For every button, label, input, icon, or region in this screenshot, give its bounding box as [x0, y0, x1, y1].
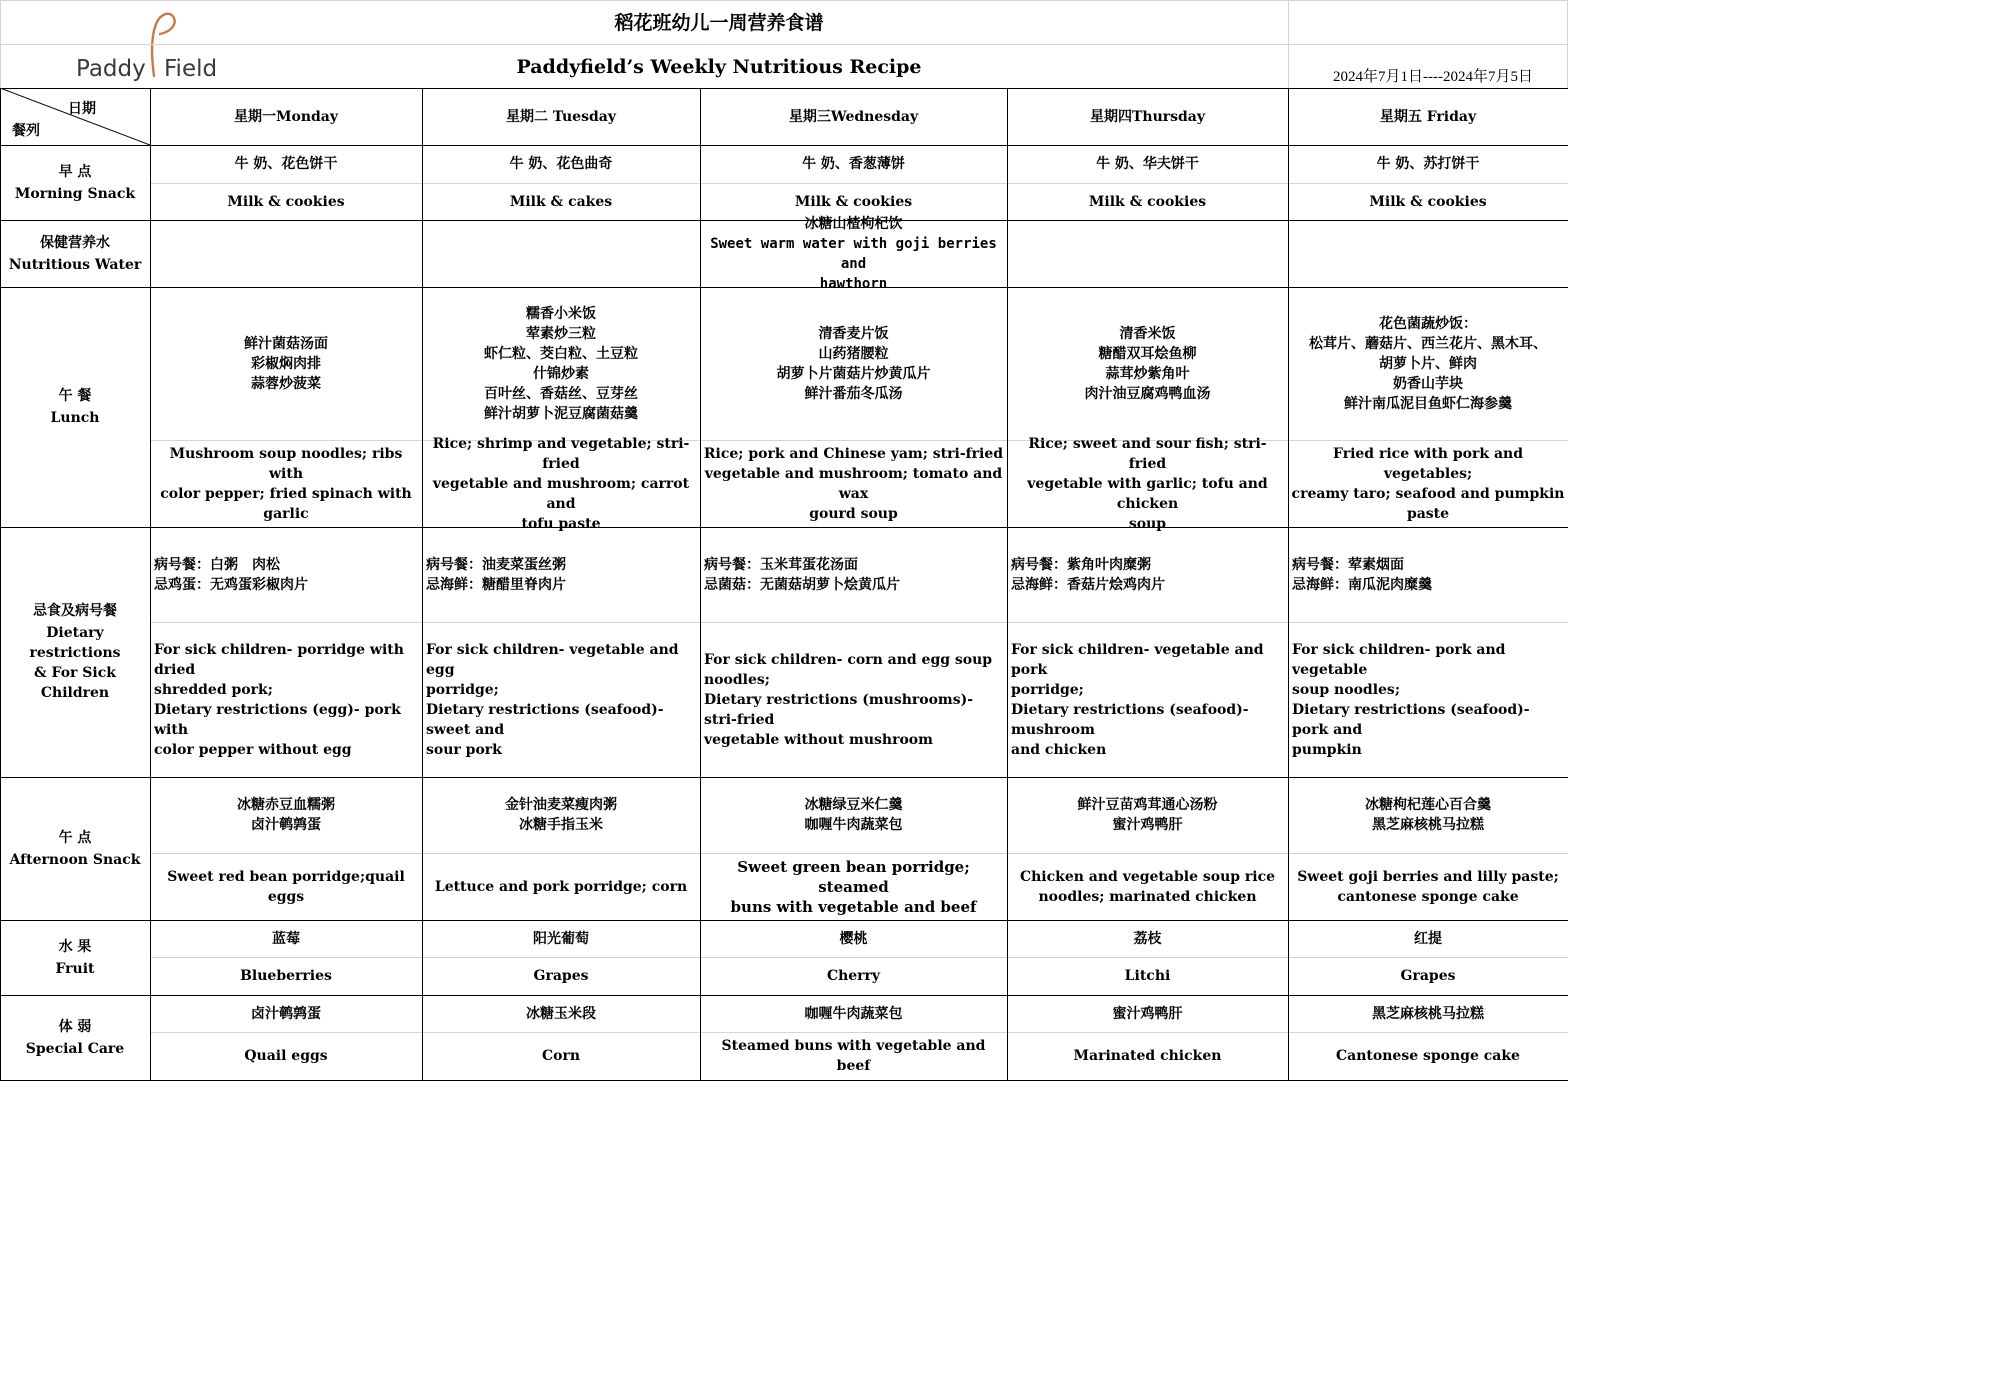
meal-label [0, 995, 150, 1080]
dish-cn-line: 清香麦片饭 [818, 325, 889, 342]
dish-en [150, 957, 422, 995]
water-cell [1288, 220, 1568, 287]
dish-cn [150, 145, 422, 183]
dish-cn-line: 胡萝卜片菌菇片炒黄瓜片 [776, 365, 931, 382]
dish-en-line: Milk & cakes [509, 193, 613, 210]
dish-en [700, 853, 1007, 920]
dish-cn-line: 清香米饭 [1119, 325, 1176, 342]
sick-menu-en-line: Dietary restrictions (mushrooms)- stri-fried [704, 691, 974, 728]
dish-cn-line: 鲜汁南瓜泥目鱼虾仁海参羹 [1344, 395, 1512, 412]
meal-label-name-cn: 体 弱 [58, 1018, 92, 1035]
sick-menu-cn-line: 忌海鲜：香菇片烩鸡肉片 [1011, 576, 1165, 593]
dish-en-line: creamy taro; seafood and pumpkin paste [1291, 485, 1565, 522]
sick-menu-en-line: and chicken [1011, 741, 1107, 758]
dish-cn [1288, 145, 1568, 183]
sick-menu-cn [1007, 527, 1288, 622]
sick-menu-en-line: Dietary restrictions (seafood)- sweet and [426, 701, 664, 738]
dish-cn-line: 糯香小米饭 [526, 305, 596, 322]
sick-menu-en-line: pumpkin [1292, 741, 1362, 758]
logo-word-paddy: Paddy [76, 56, 146, 82]
dish-en-line: Sweet goji berries and lilly paste; [1297, 868, 1559, 885]
dish-en-line: soup [1128, 515, 1167, 532]
dish-en [150, 853, 422, 920]
day-header: 星期五 Friday [1379, 108, 1477, 125]
dish-en [1007, 183, 1288, 220]
sick-menu-cn-line: 忌海鲜：南瓜泥肉糜羹 [1292, 576, 1432, 593]
dish-en-line: Chicken and vegetable soup rice [1019, 868, 1276, 885]
dish-cn-line: 蜜汁鸡鸭肝 [1112, 1005, 1183, 1022]
meal-label-name-en: Morning Snack [14, 185, 136, 202]
sick-menu-en-line: For sick children- pork and vegetable [1292, 641, 1506, 678]
meal-label-name-en: Fruit [55, 960, 95, 977]
dish-cn-line: 百叶丝、香菇丝、豆芽丝 [484, 385, 638, 402]
sick-menu-en-line: porridge; [1011, 681, 1084, 698]
dish-en-line: vegetable and mushroom; carrot and [432, 475, 690, 512]
sick-menu-en-line: Dietary restrictions (seafood)- mushroom [1011, 701, 1249, 738]
dish-cn-line: 虾仁粒、茭白粒、土豆粒 [484, 345, 638, 362]
dish-en-line: Cantonese sponge cake [1336, 1048, 1520, 1064]
grid-row-border [0, 1080, 1568, 1081]
sick-menu-cn-line: 病号餐：白粥 肉松 [154, 556, 280, 573]
dish-cn-line: 花色菌蔬炒饭： [1379, 315, 1477, 332]
dish-en-line: Sweet green bean porridge; steamed [737, 857, 970, 896]
meal-label [0, 920, 150, 995]
dish-cn [700, 777, 1007, 853]
sick-menu-en-line: For sick children- corn and egg soup [704, 651, 993, 668]
sick-menu-en-line: For sick children- vegetable and egg [426, 641, 679, 678]
dish-en [1288, 853, 1568, 920]
sick-menu-en-line: color pepper without egg [154, 741, 352, 758]
sick-menu-en-line: Dietary restrictions (egg)- pork with [154, 701, 401, 738]
logo-word-field: Field [164, 56, 218, 82]
day-header: 星期四Thursday [1089, 108, 1206, 125]
dish-en-line: Steamed buns with vegetable and beef [721, 1038, 986, 1074]
dish-en-line: buns with vegetable and beef [730, 897, 977, 916]
dish-cn-line: 阳光葡萄 [533, 930, 589, 947]
sick-menu-en-line: For sick children- vegetable and pork [1011, 641, 1264, 678]
dish-cn-line: 牛 奶、苏打饼干 [1376, 156, 1480, 172]
dish-en-line: tofu paste [521, 515, 601, 532]
corner-meal-label: 餐列 [12, 123, 40, 139]
dish-cn-line: 咖喱牛肉蔬菜包 [804, 1005, 903, 1022]
dish-cn-line: 蒜茸炒紫角叶 [1105, 365, 1190, 382]
dish-en-line: Grapes [1400, 968, 1456, 984]
dish-cn-line: 冰糖绿豆米仁羹 [804, 797, 903, 813]
meal-label [0, 145, 150, 220]
dish-en-line: vegetable and mushroom; tomato and wax [704, 465, 1003, 502]
dish-en [422, 853, 700, 920]
dish-cn-line: 黑芝麻核桃马拉糕 [1372, 1005, 1484, 1022]
dish-en-line: Grapes [533, 968, 589, 984]
dish-cn-line: 冰糖赤豆血糯粥 [237, 797, 335, 813]
sick-menu-cn-line: 忌菌菇：无菌菇胡萝卜烩黄瓜片 [704, 576, 900, 593]
dish-cn-line: 蜜汁鸡鸭肝 [1112, 817, 1183, 833]
grid-title-separator [0, 44, 1568, 45]
dish-cn-line: 蓝莓 [272, 930, 300, 947]
meal-label-name-en: Lunch [50, 410, 100, 426]
dish-cn-line: 奶香山芋块 [1393, 375, 1463, 392]
dish-cn [1288, 995, 1568, 1032]
dish-cn-line: 卤汁鹌鹑蛋 [251, 1005, 321, 1022]
dish-cn [150, 777, 422, 853]
sick-menu-cn [700, 527, 1007, 622]
sick-menu-en-line: noodles; [704, 671, 770, 688]
dish-en-line: Litchi [1124, 968, 1171, 984]
dish-cn-line: 什锦炒素 [533, 365, 589, 382]
date-range-text: 2024年7月1日----2024年7月5日 [1333, 69, 1533, 85]
dish-cn [700, 145, 1007, 183]
dish-en [1007, 957, 1288, 995]
dish-cn [700, 287, 1007, 440]
meal-label-name-cn: 水 果 [58, 938, 92, 955]
sick-menu-cn-line: 病号餐：玉米茸蛋花汤面 [704, 556, 858, 573]
dish-cn-line: 鲜汁番茄冬瓜汤 [804, 385, 903, 402]
grid-left-title-border [0, 0, 1, 88]
sick-menu-en [1288, 622, 1568, 777]
dish-cn-line: 糖醋双耳烩鱼柳 [1098, 345, 1197, 362]
dish-en-line: Corn [541, 1048, 581, 1064]
sick-menu-en-line: vegetable without mushroom [704, 731, 933, 748]
dish-en-line: Milk & cookies [1088, 193, 1207, 210]
grid-title-date-separator [1288, 0, 1289, 88]
sick-menu-en [150, 622, 422, 777]
dish-cn [422, 287, 700, 440]
dish-en [150, 183, 422, 220]
dish-cn-line: 牛 奶、华夫饼干 [1096, 156, 1199, 172]
dish-cn-line: 卤汁鹌鹑蛋 [251, 817, 321, 833]
sick-menu-cn-line: 忌海鲜：糖醋里脊肉片 [426, 576, 566, 593]
dish-cn [422, 777, 700, 853]
dish-en-line: Milk & cookies [1369, 193, 1487, 210]
title-chinese [150, 4, 1288, 42]
sick-menu-en-line: porridge; [426, 681, 499, 698]
meal-label [0, 527, 150, 777]
dish-en-line: noodles; marinated chicken [1038, 888, 1257, 905]
title-chinese-text: 稻花班幼儿一周营养食谱 [614, 12, 824, 34]
dish-en [1007, 435, 1288, 532]
dish-cn-line: 荔枝 [1133, 930, 1162, 947]
dish-en [700, 440, 1007, 527]
sick-menu-en [1007, 622, 1288, 777]
dish-cn [1288, 920, 1568, 957]
dish-en [1288, 957, 1568, 995]
dish-en-line: Rice; pork and Chinese yam; stri-fried [703, 445, 1004, 462]
dish-cn [150, 920, 422, 957]
dish-cn-line: 鲜汁胡萝卜泥豆腐菌菇羹 [484, 405, 638, 422]
water-cell-line: 冰糖山楂枸杞饮 [804, 215, 903, 232]
sick-menu-cn-line: 病号餐：荤素烟面 [1292, 556, 1404, 573]
dish-en-line: color pepper; fried spinach with garlic [160, 485, 412, 522]
meal-label-name-en: Afternoon Snack [9, 851, 141, 868]
dish-cn [1007, 777, 1288, 853]
sick-menu-en-line: soup noodles; [1292, 681, 1400, 698]
sick-menu-en-line: shredded pork; [154, 681, 273, 698]
grid-right-title-border [1567, 0, 1568, 88]
dish-cn-line: 红提 [1414, 930, 1442, 947]
meal-label-name-cn: 午 餐 [58, 388, 92, 404]
dish-en [1007, 853, 1288, 920]
day-header: 星期一Monday [233, 108, 338, 125]
dish-cn [150, 995, 422, 1032]
sick-menu-en-line: For sick children- porridge with dried [154, 641, 404, 678]
meal-label [0, 287, 150, 527]
sick-menu-en [422, 622, 700, 777]
day-header: 星期二 Tuesday [506, 108, 616, 125]
dish-cn-line: 冰糖手指玉米 [519, 817, 603, 833]
water-cell [700, 215, 1007, 292]
sick-menu-en [700, 622, 1007, 777]
meal-label-name-en: Special Care [25, 1040, 125, 1057]
water-cell-line: Sweet warm water with goji berries and [710, 235, 997, 272]
dish-cn-line: 蒜蓉炒菠菜 [251, 375, 321, 392]
dish-en [150, 1032, 422, 1080]
dish-cn [1007, 920, 1288, 957]
meal-label-name-cn: 午 点 [58, 829, 92, 846]
dish-cn-line: 肉汁油豆腐鸡鸭血汤 [1084, 385, 1211, 402]
dish-cn-line: 彩椒焖肉排 [251, 355, 321, 372]
dish-cn-line: 山药猪腰粒 [818, 345, 889, 362]
water-cell-line: hawthorn [819, 275, 888, 292]
dish-cn-line: 黑芝麻核桃马拉糕 [1372, 817, 1484, 833]
water-cell [1007, 220, 1288, 287]
sick-menu-cn [150, 527, 422, 622]
dish-cn-line: 胡萝卜片、鲜肉 [1379, 355, 1477, 372]
sick-menu-cn-line: 病号餐：紫角叶肉糜粥 [1011, 556, 1151, 573]
dish-en-line: Cherry [826, 968, 881, 984]
meal-label [0, 777, 150, 920]
dish-cn-line: 冰糖玉米段 [526, 1005, 596, 1022]
dish-cn [422, 920, 700, 957]
dish-cn-line: 牛 奶、花色曲奇 [509, 156, 613, 172]
dish-en-line: Fried rice with pork and vegetables; [1333, 445, 1523, 482]
day-header: 星期三Wednesday [788, 108, 919, 125]
dish-cn-line: 樱桃 [839, 930, 868, 947]
sick-menu-cn [422, 527, 700, 622]
dish-en [1288, 440, 1568, 527]
dish-cn [1007, 995, 1288, 1032]
dish-en-line: Rice; shrimp and vegetable; stri-fried [432, 435, 690, 472]
meal-label-name-en: Nutritious Water [8, 256, 142, 273]
dish-en [1288, 183, 1568, 220]
dish-cn [422, 995, 700, 1032]
dish-en-line: Sweet red bean porridge;quail eggs [167, 868, 405, 905]
dish-en-line: Milk & cookies [794, 193, 913, 210]
dish-en-line: Marinated chicken [1073, 1048, 1222, 1064]
sick-menu-en-line: sour pork [426, 741, 502, 758]
sick-menu-cn-line: 病号餐：油麦菜蛋丝粥 [426, 556, 566, 573]
dish-en [1007, 1032, 1288, 1080]
dish-cn-line: 鲜汁菌菇汤面 [244, 335, 328, 352]
dish-cn-line: 牛 奶、香葱薄饼 [802, 156, 905, 172]
dish-cn-line: 荤素炒三粒 [526, 325, 596, 342]
dish-cn [150, 287, 422, 440]
dish-cn-line: 牛 奶、花色饼干 [234, 156, 338, 172]
dish-cn-line: 咖喱牛肉蔬菜包 [804, 817, 903, 833]
dish-en [700, 957, 1007, 995]
dish-cn [422, 145, 700, 183]
dish-en [422, 1032, 700, 1080]
dish-cn [1007, 287, 1288, 440]
dish-en [150, 440, 422, 527]
dish-cn-line: 松茸片、蘑菇片、西兰花片、黑木耳、 [1309, 335, 1547, 352]
dish-en-line: Rice; sweet and sour fish; stri-fried [1028, 435, 1267, 472]
water-cell [150, 220, 422, 287]
dish-en-line: Lettuce and pork porridge; corn [434, 878, 688, 895]
grid-top-border [0, 0, 1568, 1]
dish-en [422, 957, 700, 995]
dish-cn-line: 金针油麦菜瘦肉粥 [505, 797, 617, 813]
dish-en-line: Quail eggs [244, 1048, 328, 1064]
corner-date-label: 日期 [68, 101, 96, 117]
dish-cn [700, 920, 1007, 957]
meal-label-name-en1: Dietary restrictions [29, 625, 121, 661]
sick-menu-en-line: Dietary restrictions (seafood)- pork and [1292, 701, 1530, 738]
dish-en-line: Milk & cookies [227, 193, 345, 210]
dish-en-line: Mushroom soup noodles; ribs with [169, 445, 403, 482]
dish-en [700, 1032, 1007, 1080]
dish-en-line: gourd soup [809, 505, 898, 522]
dish-en [422, 183, 700, 220]
dish-cn-line: 鲜汁豆苗鸡茸通心汤粉 [1077, 797, 1218, 813]
meal-label-name-cn: 早 点 [58, 163, 92, 180]
dish-en-line: cantonese sponge cake [1337, 888, 1519, 905]
meal-label-name-cn: 忌食及病号餐 [33, 603, 117, 619]
dish-cn [1288, 777, 1568, 853]
dish-en-line: vegetable with garlic; tofu and chicken [1027, 475, 1268, 512]
dish-cn [1288, 287, 1568, 440]
sick-menu-cn-line: 忌鸡蛋：无鸡蛋彩椒肉片 [154, 576, 308, 593]
meal-label-name-en2: & For Sick Children [34, 665, 116, 701]
dish-en [1288, 1032, 1568, 1080]
dish-cn [700, 995, 1007, 1032]
meal-label [0, 220, 150, 287]
dish-en-line: Blueberries [240, 968, 332, 984]
title-english-text: Paddyfield’s Weekly Nutritious Recipe [516, 56, 922, 78]
date-range [1290, 66, 1576, 88]
water-cell [422, 220, 700, 287]
dish-cn-line: 冰糖枸杞莲心百合羹 [1365, 797, 1491, 813]
sick-menu-cn [1288, 527, 1568, 622]
meal-label-name-cn: 保健营养水 [40, 234, 110, 251]
title-english [150, 48, 1288, 86]
dish-en [422, 435, 700, 532]
dish-cn [1007, 145, 1288, 183]
